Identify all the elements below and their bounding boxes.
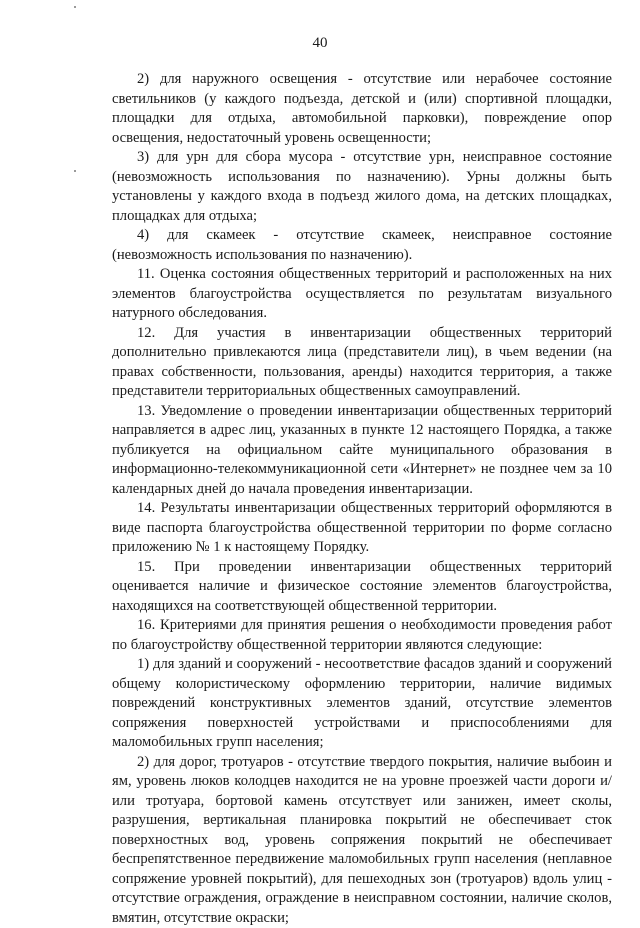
- paragraph-item-15: 15. При проведении инвентаризации общественных территорий оценивается наличие и физическое состояние элементов благоустройства, находящихся на соответствующей общественной территории.: [112, 558, 612, 617]
- paragraph-outdoor-lighting: 2) для наружного освещения - отсутствие или нерабочее состояние светильников (у каждого подъезда, детской и (или) спортивной площадки, площадки для отдыха, автомобильной парковки), повреждение опор освещения, недостаточный уровень освещенности;: [112, 70, 612, 148]
- scan-speck: [74, 170, 76, 172]
- document-body: [112, 70, 612, 928]
- paragraph-item-11: 11. Оценка состояния общественных территорий и расположенных на них элементов благоустройства осуществляется по результатам визуального натурного обследования.: [112, 265, 612, 324]
- paragraph-roads: 2) для дорог, тротуаров - отсутствие твердого покрытия, наличие выбоин и ям, уровень люков колодцев находится не на уровне проезжей части дороги и/или тротуара, бортовой камень отсутствует или занижен, имеет сколы, разрушения, вертикальная планировка покрытий не обеспечивает сток поверхностных вод, уровень сопряжения покрытий не обеспечивает беспрепятственное передвижение маломобильных групп населения (неплавное сопряжение уровней покрытий), для пешеходных зон (тротуаров) вдоль улиц - отсутствие ограждения, ограждение в неисправном состоянии, наличие сколов, вмятин, отсутствие окраски;: [112, 753, 612, 928]
- paragraph-item-16: 16. Критериями для принятия решения о необходимости проведения работ по благоустройству общественной территории являются следующие:: [112, 616, 612, 655]
- paragraph-trash-bins: 3) для урн для сбора мусора - отсутствие урн, неисправное состояние (невозможность использования по назначению). Урны должны быть установлены у каждого входа в подъезд жилого дома, на детских площадках, площадках для отдыха;: [112, 148, 612, 226]
- paragraph-item-12: 12. Для участия в инвентаризации общественных территорий дополнительно привлекаются лица (представители лиц), в чьем ведении (на правах собственности, пользования, аренды) находится территория, а также представители территориальных общественных самоуправлений.: [112, 324, 612, 402]
- paragraph-item-14: 14. Результаты инвентаризации общественных территорий оформляются в виде паспорта благоустройства общественной территории по форме согласно приложению № 1 к настоящему Порядку.: [112, 499, 612, 558]
- scan-speck: [74, 6, 76, 8]
- paragraph-buildings: 1) для зданий и сооружений - несоответствие фасадов зданий и сооружений общему колористическому оформлению территории, наличие видимых повреждений конструктивных элементов зданий, отсутствие элементов сопряжения поверхностей устройствами и приспособлениями для маломобильных групп населения;: [112, 655, 612, 753]
- page-number: 40: [0, 34, 640, 52]
- paragraph-item-13: 13. Уведомление о проведении инвентаризации общественных территорий направляется в адрес лиц, указанных в пункте 12 настоящего Порядка, а также публикуется на официальном сайте муниципального образования в информационно-телекоммуникационной сети «Интернет» не позднее чем за 10 календарных дней до начала проведения инвентаризации.: [112, 402, 612, 500]
- paragraph-benches: 4) для скамеек - отсутствие скамеек, неисправное состояние (невозможность использования по назначению).: [112, 226, 612, 265]
